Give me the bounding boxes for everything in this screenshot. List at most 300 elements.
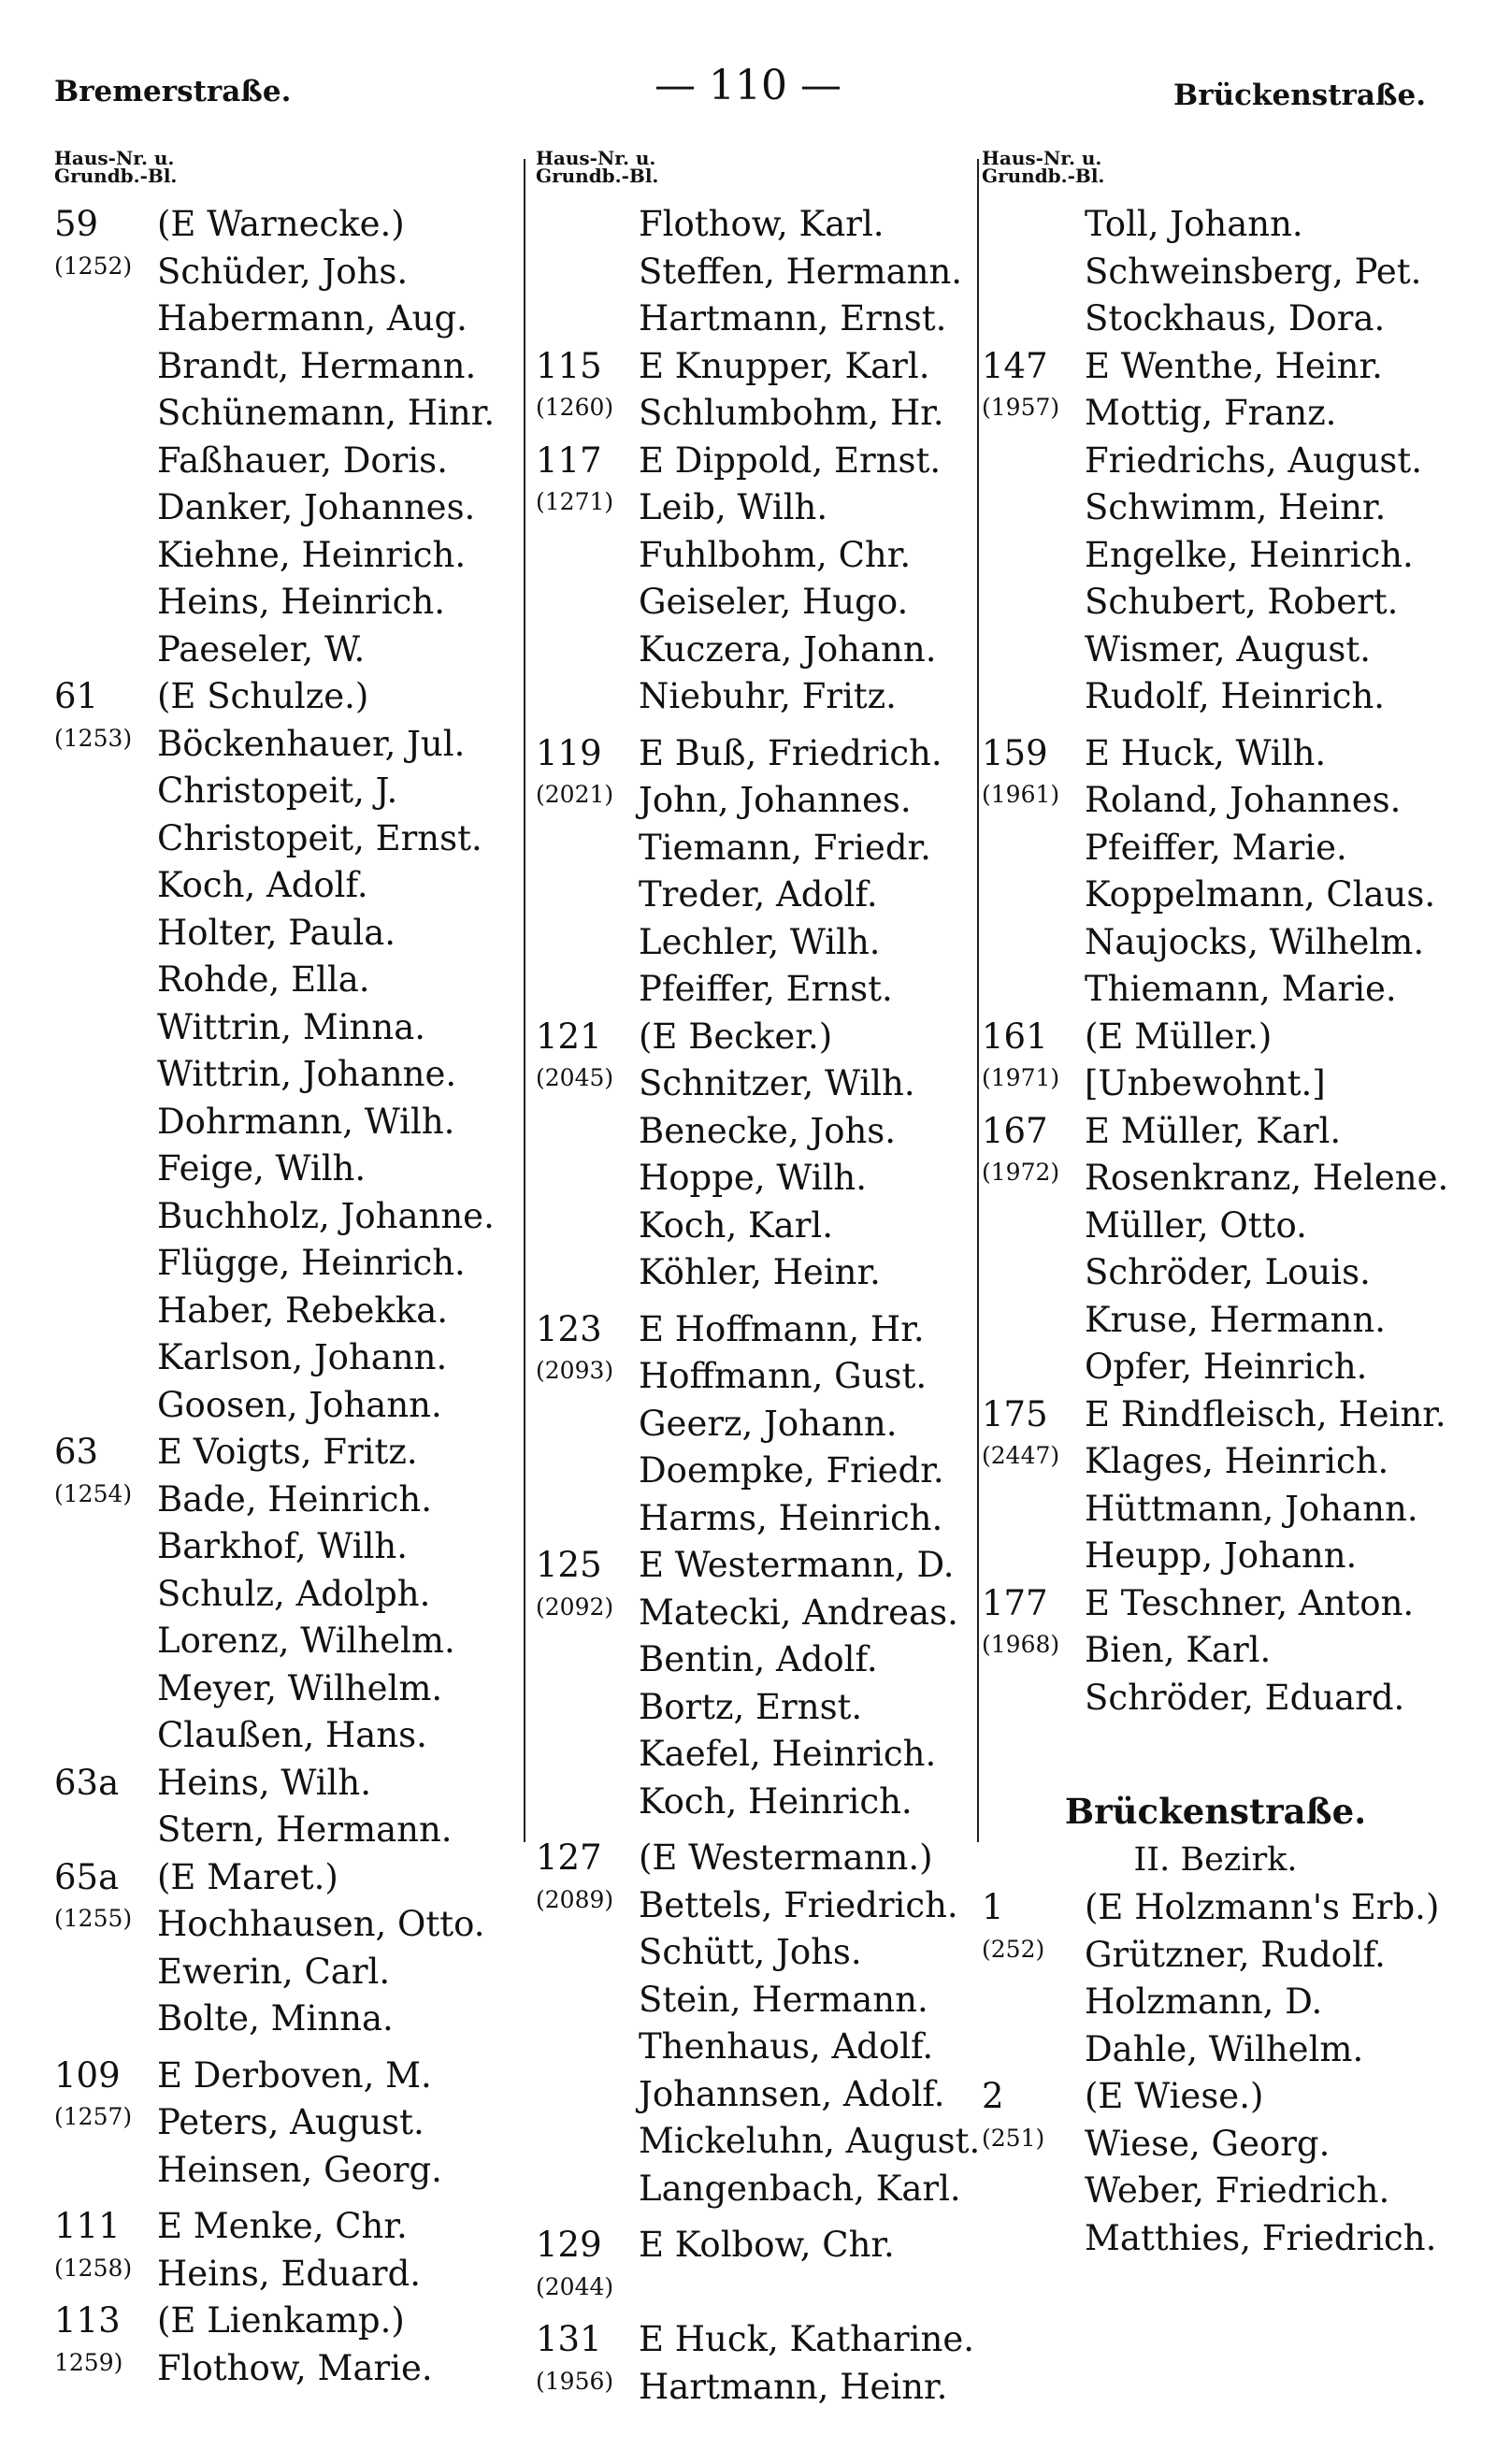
- directory-entry: [536, 872, 975, 919]
- directory-entry: [982, 730, 1449, 778]
- land-register-number: (2093): [536, 1357, 614, 1384]
- land-register-number: (1968): [982, 1631, 1060, 1658]
- directory-entry: [536, 2222, 975, 2269]
- directory-entry: [536, 1401, 975, 1448]
- house-number: 61: [54, 676, 99, 716]
- directory-entry: [536, 730, 975, 778]
- house-number: 123: [536, 1308, 602, 1349]
- directory-entry: [982, 2026, 1449, 2074]
- directory-entry: [54, 721, 517, 769]
- resident-name: Thiemann, Marie.: [1085, 969, 1397, 1009]
- header-left-street: Bremerstraße.: [54, 75, 292, 108]
- resident-name: Schubert, Robert.: [1085, 582, 1399, 622]
- directory-entry: [54, 627, 517, 674]
- resident-name: Pfeiffer, Marie.: [1085, 827, 1347, 868]
- land-register-number: (2044): [536, 2272, 614, 2300]
- resident-name: Wismer, August.: [1085, 628, 1372, 670]
- resident-name: (E Warnecke.): [157, 204, 405, 244]
- directory-entry: [982, 1108, 1449, 1156]
- resident-name: Rohde, Ella.: [157, 959, 370, 1000]
- column-divider: [977, 159, 979, 1842]
- resident-name: E Westermann, D.: [639, 1545, 955, 1585]
- resident-name: (E Maret.): [157, 1856, 338, 1897]
- directory-entry: [536, 1779, 975, 1826]
- resident-name: E Huck, Katharine.: [639, 2319, 974, 2359]
- resident-name: Mottig, Franz.: [1085, 393, 1337, 433]
- resident-name: Flothow, Karl.: [639, 204, 885, 244]
- directory-entry: [536, 343, 975, 391]
- resident-name: Peters, August.: [157, 2102, 424, 2142]
- land-register-number: (2447): [982, 1442, 1060, 1469]
- directory-entry: [982, 295, 1449, 343]
- directory-entry: [536, 1636, 975, 1684]
- directory-entry: [536, 2071, 975, 2119]
- house-number: 111: [54, 2206, 121, 2246]
- resident-name: Hartmann, Ernst.: [639, 298, 947, 339]
- directory-entry: [54, 2203, 517, 2251]
- house-number: 121: [536, 1016, 602, 1057]
- land-register-number: 1259): [54, 2348, 123, 2376]
- land-register-number: (1255): [54, 1905, 133, 1932]
- directory-entry: [54, 579, 517, 627]
- directory-entry: [982, 1203, 1449, 1250]
- land-register-number: (2089): [536, 1885, 614, 1913]
- resident-name: Christopeit, Ernst.: [157, 817, 482, 858]
- column-divider: [524, 159, 525, 1842]
- resident-name: Bade, Heinrich.: [157, 1478, 433, 1520]
- resident-name: Stern, Hermann.: [157, 1809, 453, 1850]
- directory-entry: [54, 1571, 517, 1619]
- directory-entry: [54, 1807, 517, 1854]
- directory-entry: [54, 1477, 517, 1524]
- resident-name: (E Wiese.): [1085, 2076, 1264, 2116]
- directory-entry: [982, 390, 1449, 438]
- house-number: 113: [54, 2300, 121, 2341]
- directory-entry: [54, 1901, 517, 1949]
- resident-name: E Kolbow, Chr.: [639, 2225, 895, 2265]
- house-number: 177: [982, 1582, 1048, 1623]
- directory-entry: [982, 484, 1449, 532]
- resident-name: Heins, Eduard.: [157, 2253, 422, 2294]
- column-header-line: Grundb.-Bl.: [536, 165, 659, 187]
- resident-name: Dohrmann, Wilh.: [157, 1101, 455, 1142]
- resident-name: Schulz, Adolph.: [157, 1573, 431, 1614]
- resident-name: Koch, Heinrich.: [639, 1780, 913, 1822]
- house-number: 167: [982, 1110, 1048, 1151]
- directory-entry: [54, 2298, 517, 2345]
- directory-entry: [54, 1712, 517, 1760]
- directory-entry: [536, 438, 975, 485]
- directory-entry: [982, 777, 1449, 825]
- directory-entry: [54, 1288, 517, 1335]
- resident-name: Mickeluhn, August.: [639, 2121, 981, 2161]
- resident-name: Flügge, Heinrich.: [157, 1243, 466, 1283]
- directory-entry: [54, 1429, 517, 1477]
- resident-name: Heinsen, Georg.: [157, 2149, 442, 2190]
- directory-entry: [982, 1627, 1449, 1675]
- directory-entry: [982, 2168, 1449, 2215]
- resident-name: Hartmann, Heinr.: [639, 2366, 948, 2407]
- resident-name: Klages, Heinrich.: [1085, 1441, 1389, 1481]
- directory-entry: [54, 343, 517, 391]
- land-register-number: (2045): [536, 1064, 614, 1091]
- resident-name: Bettels, Friedrich.: [639, 1884, 958, 1925]
- resident-name: (E Becker.): [639, 1016, 833, 1057]
- resident-name: Heupp, Johann.: [1085, 1535, 1358, 1576]
- land-register-number: (1957): [982, 394, 1060, 421]
- resident-name: Hüttmann, Johann.: [1085, 1488, 1418, 1529]
- directory-entry: [54, 1854, 517, 1902]
- resident-name: (E Holzmann's Erb.): [1085, 1887, 1440, 1927]
- directory-entry: [54, 1523, 517, 1571]
- directory-entry: [54, 2251, 517, 2298]
- resident-name: E Menke, Chr.: [157, 2206, 408, 2246]
- land-register-number: (1257): [54, 2103, 133, 2130]
- resident-name: Bien, Karl.: [1085, 1630, 1272, 1670]
- resident-name: Roland, Johannes.: [1085, 780, 1402, 820]
- land-register-number: (1254): [54, 1479, 133, 1507]
- resident-name: Hoppe, Wilh.: [639, 1158, 867, 1198]
- resident-name: Holter, Paula.: [157, 912, 396, 953]
- directory-entry: [982, 1060, 1449, 1108]
- directory-entry: [982, 1979, 1449, 2026]
- directory-entry: [536, 1353, 975, 1401]
- resident-name: John, Johannes.: [639, 780, 912, 820]
- directory-entry: [54, 1004, 517, 1052]
- column-header: [536, 147, 975, 201]
- resident-name: Buchholz, Johanne.: [157, 1195, 495, 1236]
- resident-name: E Wenthe, Heinr.: [1085, 345, 1383, 386]
- directory-entry: [982, 1391, 1449, 1439]
- resident-name: Habermann, Aug.: [157, 298, 468, 339]
- resident-name: Niebuhr, Fritz.: [639, 676, 897, 716]
- directory-entry: [982, 1932, 1449, 1980]
- resident-name: Matecki, Andreas.: [639, 1592, 958, 1633]
- column-header-line: Haus-Nr. u.: [536, 147, 656, 169]
- resident-name: Benecke, Johs.: [639, 1110, 897, 1151]
- house-number: 109: [54, 2054, 121, 2096]
- directory-entry: [54, 1334, 517, 1382]
- resident-name: Leib, Wilh.: [639, 487, 828, 527]
- house-number: 147: [982, 345, 1048, 386]
- resident-name: Heins, Wilh.: [157, 1762, 371, 1803]
- directory-entry: [982, 249, 1449, 296]
- directory-entry: [982, 343, 1449, 391]
- land-register-number: (1971): [982, 1064, 1060, 1091]
- resident-name: Naujocks, Wilhelm.: [1085, 921, 1425, 962]
- directory-entry: [536, 627, 975, 674]
- land-register-number: (1258): [54, 2254, 133, 2282]
- resident-name: E Voigts, Fritz.: [157, 1432, 418, 1472]
- resident-name: Meyer, Wilhelm.: [157, 1667, 443, 1708]
- directory-entry: [54, 1618, 517, 1665]
- section-title: Brückenstraße.: [1064, 1791, 1367, 1832]
- resident-name: Lorenz, Wilhelm.: [157, 1621, 455, 1661]
- house-number: 117: [536, 439, 602, 481]
- column-2: [536, 147, 981, 2431]
- directory-entry: [54, 532, 517, 580]
- directory-entry: [54, 2053, 517, 2100]
- resident-name: Heins, Heinrich.: [157, 582, 445, 622]
- directory-entry: [536, 966, 975, 1014]
- directory-entry: [54, 1382, 517, 1430]
- directory-entry: [982, 825, 1449, 872]
- resident-name: Schweinsberg, Pet.: [1085, 251, 1422, 292]
- resident-name: Dahle, Wilhelm.: [1085, 2028, 1364, 2069]
- house-number: 131: [536, 2319, 602, 2359]
- directory-entry: [54, 1099, 517, 1146]
- directory-entry: [536, 2316, 975, 2364]
- directory-entry: [982, 673, 1449, 721]
- directory-entry: [536, 1060, 975, 1108]
- resident-name: E Knupper, Karl.: [639, 345, 930, 386]
- directory-entry: [536, 1977, 975, 2025]
- land-register-number: (2092): [536, 1592, 614, 1621]
- resident-name: Kiehne, Heinrich.: [157, 534, 467, 575]
- resident-name: Hochhausen, Otto.: [157, 1904, 485, 1944]
- resident-name: Kuczera, Johann.: [639, 628, 937, 670]
- resident-name: Tiemann, Friedr.: [639, 827, 931, 868]
- resident-name: Ewerin, Carl.: [157, 1951, 391, 1992]
- house-number: 161: [982, 1016, 1048, 1057]
- directory-entry: [536, 2166, 975, 2213]
- directory-entry: [536, 1731, 975, 1779]
- resident-name: Schnitzer, Wilh.: [639, 1063, 915, 1103]
- resident-name: Toll, Johann.: [1085, 204, 1303, 244]
- resident-name: (E Schulze.): [157, 676, 369, 716]
- header-right-street: Brückenstraße.: [1173, 79, 1426, 112]
- land-register-number: (1271): [536, 488, 614, 515]
- directory-entry: [54, 1051, 517, 1099]
- directory-entry: [982, 579, 1449, 627]
- directory-entry: [54, 673, 517, 721]
- resident-name: Holzmann, D.: [1085, 1981, 1323, 2022]
- directory-entry: [536, 295, 975, 343]
- house-number: 119: [536, 732, 602, 773]
- directory-entry: [536, 201, 975, 249]
- directory-entry: [536, 2269, 975, 2317]
- land-register-number: (1961): [982, 781, 1060, 808]
- page-number: — 110 —: [654, 62, 842, 109]
- directory-entry: [982, 1884, 1449, 1932]
- resident-name: Koch, Adolf.: [157, 865, 368, 905]
- directory-entry: [536, 1014, 975, 1061]
- resident-name: Böckenhauer, Jul.: [157, 723, 466, 764]
- column-header-line: Haus-Nr. u.: [54, 147, 175, 169]
- directory-entry: [536, 484, 975, 532]
- resident-name: [Unbewohnt.]: [1085, 1063, 1326, 1103]
- resident-name: Wiese, Georg.: [1085, 2123, 1331, 2164]
- directory-entry: [536, 532, 975, 580]
- resident-name: Hoffmann, Gust.: [639, 1356, 928, 1396]
- directory-entry: [54, 1240, 517, 1288]
- directory-entry: [536, 1882, 975, 1930]
- resident-name: (E Lienkamp.): [157, 2300, 405, 2341]
- directory-entry: [982, 1438, 1449, 1486]
- resident-name: Thenhaus, Adolf.: [639, 2026, 934, 2067]
- page-header: [0, 58, 1496, 114]
- land-register-number: (1253): [54, 724, 133, 752]
- directory-entry: [536, 2364, 975, 2412]
- directory-entry: [536, 1495, 975, 1543]
- resident-name: Christopeit, J.: [157, 771, 398, 811]
- house-number: 2: [982, 2076, 1004, 2116]
- resident-name: Schüder, Johs.: [157, 251, 409, 292]
- resident-name: Harms, Heinrich.: [639, 1497, 943, 1538]
- house-number: 127: [536, 1837, 602, 1878]
- resident-name: Köhler, Heinr.: [639, 1252, 881, 1292]
- resident-name: Treder, Adolf.: [639, 874, 878, 915]
- directory-entry: [54, 201, 517, 249]
- resident-name: Schröder, Louis.: [1085, 1252, 1371, 1292]
- resident-name: Stein, Hermann.: [639, 1979, 928, 2020]
- resident-name: Friedrichs, August.: [1085, 439, 1423, 481]
- directory-entry: [536, 673, 975, 721]
- house-number: 59: [54, 204, 99, 244]
- directory-entry: [536, 1203, 975, 1250]
- directory-entry: [982, 1297, 1449, 1345]
- resident-name: Koppelmann, Claus.: [1085, 874, 1436, 915]
- directory-entry: [54, 1760, 517, 1808]
- directory-entry: [54, 1193, 517, 1241]
- directory-entry: [536, 1108, 975, 1156]
- column-header: [54, 147, 517, 201]
- column-3: [982, 147, 1449, 2431]
- directory-entry: [982, 966, 1449, 1014]
- house-number: 63: [54, 1432, 99, 1472]
- directory-entry: [536, 2024, 975, 2071]
- directory-entry: [982, 627, 1449, 674]
- resident-name: Pfeiffer, Ernst.: [639, 969, 893, 1009]
- resident-name: Schwimm, Heinr.: [1085, 487, 1387, 527]
- resident-name: (E Müller.): [1085, 1016, 1273, 1057]
- directory-entry: [54, 1665, 517, 1713]
- land-register-number: (1956): [536, 2367, 614, 2395]
- resident-name: Feige, Wilh.: [157, 1148, 367, 1189]
- directory-entry: [536, 1590, 975, 1637]
- house-number: 129: [536, 2225, 602, 2265]
- resident-name: Wittrin, Minna.: [157, 1006, 426, 1047]
- resident-name: E Dippold, Ernst.: [639, 439, 942, 481]
- resident-name: Geiseler, Hugo.: [639, 582, 909, 622]
- column-header-line: Grundb.-Bl.: [982, 165, 1105, 187]
- resident-name: Brandt, Hermann.: [157, 345, 477, 386]
- resident-name: Weber, Friedrich.: [1085, 2170, 1390, 2211]
- resident-name: Fuhlbohm, Chr.: [639, 534, 912, 575]
- resident-name: Danker, Johannes.: [157, 487, 476, 527]
- directory-entry: [54, 910, 517, 958]
- resident-name: Geerz, Johann.: [639, 1403, 898, 1444]
- directory-entry: [536, 390, 975, 438]
- column-1: [54, 147, 517, 2431]
- directory-entry: [54, 249, 517, 296]
- column-header-line: Grundb.-Bl.: [54, 165, 178, 187]
- land-register-number: (2021): [536, 781, 614, 808]
- resident-name: Bentin, Adolf.: [639, 1639, 878, 1679]
- resident-name: Goosen, Johann.: [157, 1384, 442, 1425]
- directory-entry: [982, 1580, 1449, 1628]
- resident-name: Engelke, Heinrich.: [1085, 534, 1414, 575]
- house-number: 1: [982, 1887, 1004, 1927]
- directory-entry: [536, 2118, 981, 2166]
- directory-entry: [982, 1155, 1449, 1203]
- resident-name: Haber, Rebekka.: [157, 1290, 449, 1331]
- resident-name: Matthies, Friedrich.: [1085, 2217, 1437, 2258]
- directory-entry: [54, 2147, 517, 2195]
- directory-entry: [536, 249, 975, 296]
- directory-entry: [982, 1014, 1449, 1061]
- house-number: 159: [982, 732, 1048, 773]
- resident-name: E Rindfleisch, Heinr.: [1085, 1393, 1446, 1434]
- resident-name: E Buß, Friedrich.: [639, 732, 942, 773]
- column-header: [982, 147, 1449, 201]
- directory-entry: [982, 1486, 1449, 1534]
- resident-name: Johannsen, Adolf.: [639, 2073, 945, 2114]
- resident-name: Paeseler, W.: [157, 628, 366, 670]
- resident-name: Kaefel, Heinrich.: [639, 1734, 937, 1774]
- resident-name: Wittrin, Johanne.: [157, 1054, 457, 1094]
- resident-name: E Huck, Wilh.: [1085, 732, 1327, 773]
- resident-name: E Hoffmann, Hr.: [639, 1308, 925, 1349]
- directory-entry: [536, 579, 975, 627]
- resident-name: Schütt, Johs.: [639, 1932, 862, 1972]
- resident-name: Rudolf, Heinrich.: [1085, 676, 1386, 716]
- resident-name: E Müller, Karl.: [1085, 1110, 1342, 1151]
- directory-entry: [982, 2073, 1449, 2121]
- resident-name: Koch, Karl.: [639, 1204, 833, 1246]
- house-number: 125: [536, 1545, 602, 1585]
- directory-entry: [54, 1949, 517, 1996]
- directory-entry: [536, 919, 975, 967]
- directory-entry: [536, 1835, 975, 1882]
- directory-entry: [54, 957, 517, 1004]
- resident-name: Claußen, Hans.: [157, 1715, 427, 1755]
- directory-entry: [536, 777, 975, 825]
- directory-entry: [54, 295, 517, 343]
- directory-entry: [536, 1306, 975, 1354]
- directory-entry: [536, 825, 975, 872]
- directory-entry: [54, 1146, 517, 1193]
- house-number: 115: [536, 345, 602, 386]
- house-number: 63a: [54, 1762, 120, 1803]
- directory-entry: [54, 390, 517, 438]
- resident-name: Opfer, Heinrich.: [1085, 1347, 1368, 1387]
- resident-name: (E Westermann.): [639, 1837, 933, 1878]
- resident-name: Schlumbohm, Hr.: [639, 393, 944, 433]
- directory-entry: [54, 484, 517, 532]
- directory-entry: [536, 1929, 975, 1977]
- land-register-number: (1260): [536, 394, 614, 421]
- directory-entry: [54, 2345, 517, 2393]
- house-number: 65a: [54, 1856, 120, 1897]
- resident-name: Lechler, Wilh.: [639, 921, 881, 962]
- land-register-number: (251): [982, 2124, 1045, 2152]
- land-register-number: (252): [982, 1935, 1045, 1963]
- directory-entry: [982, 2121, 1449, 2169]
- resident-name: Rosenkranz, Helene.: [1085, 1158, 1449, 1198]
- resident-name: Steffen, Hermann.: [639, 251, 963, 292]
- resident-name: Kruse, Hermann.: [1085, 1299, 1386, 1340]
- directory-entry: [536, 1448, 975, 1495]
- resident-name: E Derboven, M.: [157, 2054, 432, 2096]
- resident-name: Schünemann, Hinr.: [157, 393, 496, 433]
- resident-name: Barkhof, Wilh.: [157, 1526, 408, 1566]
- directory-entry: [54, 1996, 517, 2043]
- directory-entry: [536, 1155, 975, 1203]
- directory-entry: [982, 872, 1449, 919]
- directory-entry: [982, 1675, 1449, 1722]
- directory-entry: [536, 1542, 975, 1590]
